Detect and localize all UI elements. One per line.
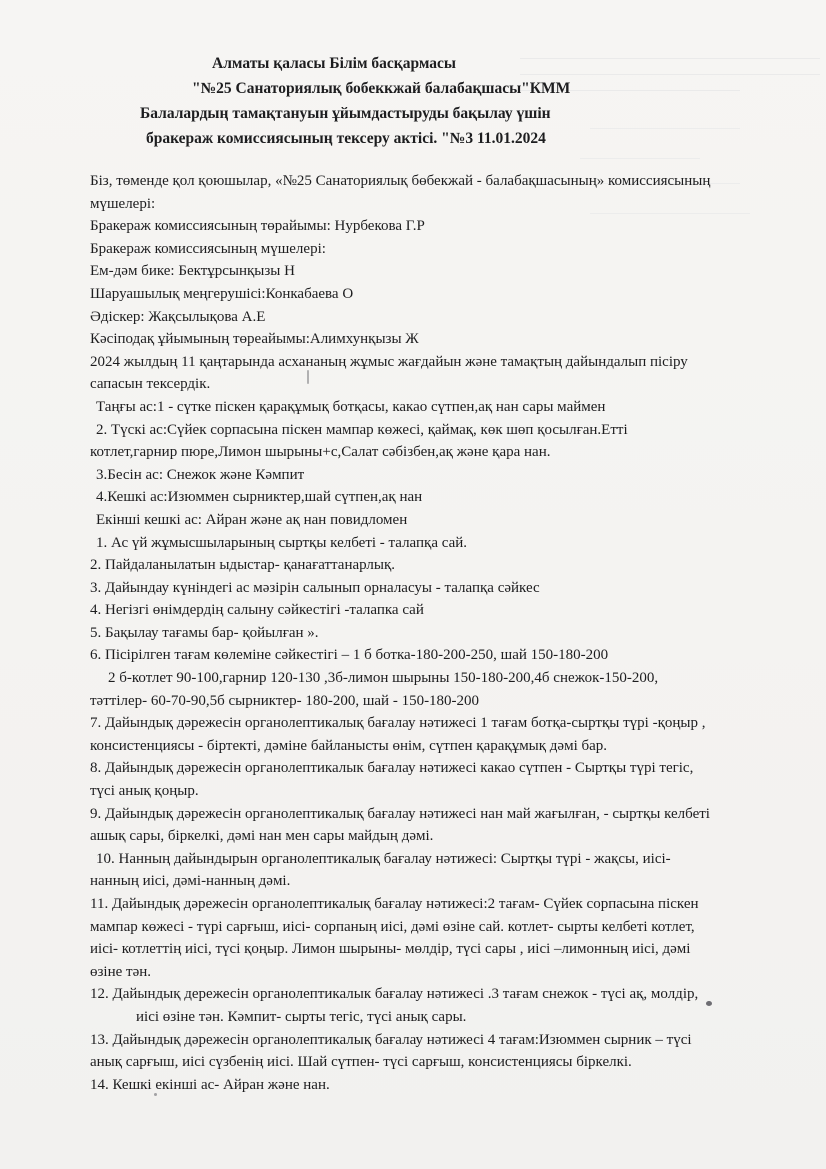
member-4: Кәсіподақ ұйымының төреайымы:Алимхунқызы Ж: [90, 331, 419, 348]
check-item-cont: иісі- котлеттің иісі, түсі қоңыр. Лимон шырыны- мөлдір, түсі сары , иісі –лимонның иісі, дәмі: [90, 941, 691, 958]
check-item: 7. Дайындық дәрежесін органолептикалық бағалау нәтижесі 1 тағам ботқа-сыртқы түрі -қоңыр ,: [90, 715, 706, 732]
meal-lunch: 2. Түскі ас:Сүйек сорпасына піскен мампар көжесі, қаймақ, көк шөп қосылған.Етті: [96, 421, 628, 438]
check-item-cont: консистенциясы - біртекті, дәміне байланысты өнім, сүтпен қарақұмық дәмі бар.: [90, 737, 608, 754]
check-item: 4. Негізгі өнімдердің салыну сәйкестігі -талапка сай: [90, 602, 424, 619]
meal-dinner: 4.Кешкі ас:Изюммен сырниктер,шай сүтпен,ақ нан: [96, 489, 423, 506]
scan-speck: [706, 1001, 712, 1006]
check-item: 3. Дайындау күніндегі ас мәзірін салынып орналасуы - талапқа сәйкес: [90, 579, 540, 596]
check-item: 1. Ас үй жұмысшыларының сыртқы келбеті - талапқа сай.: [96, 534, 468, 551]
header-line-4: бракераж комиссиясының тексеру актісі. "№3 11.01.2024: [146, 130, 546, 147]
check-item-cont: ашық сары, біркелкі, дәмі нан мен сары майдың дәмі.: [90, 828, 434, 845]
meal-lunch-cont: котлет,гарнир пюре,Лимон шырыны+с,Салат сәбізбен,ақ және қара нан.: [90, 444, 551, 461]
check-item-cont: мампар көжесі - түрі сарғыш, иісі- сорпаның иісі, дәмі өзіне сай. котлет- сырты келбеті котлет,: [90, 918, 695, 935]
intro-line: сапасын тексердік.: [90, 376, 211, 393]
header-line-3: Балалардың тамақтануын ұйымдастыруды бақылау үшін: [140, 105, 551, 122]
check-item: 10. Нанның дайындырын органолептикалық бағалау нәтижесі: Сыртқы түрі - жақсы, иісі-: [96, 850, 671, 867]
check-item-cont: анық сарғыш, иісі сүзбенің иісі. Шай сүтпен- түсі сарғыш, консистенциясы біркелкі.: [90, 1054, 632, 1071]
check-item-cont: 2 б-котлет 90-100,гарнир 120-130 ,3б-лимон шырыны 150-180-200,4б снежок-150-200,: [108, 670, 659, 687]
check-item: 11. Дайындық дәрежесін органолептикалық бағалау нәтижесі:2 тағам- Сүйек сорпасына піскен: [90, 896, 699, 912]
members-label: Бракераж комиссиясының мүшелері:: [90, 240, 326, 257]
check-item-cont: иісі өзіне тән. Кәмпит- сырты тегіс, түсі анық сары.: [136, 1008, 467, 1025]
body-line: мүшелері:: [90, 195, 156, 212]
body-line: Біз, төменде қол қоюшылар, «№25 Санаториялық бөбекжай - балабақшасының» комиссиясының: [90, 173, 711, 189]
check-item-cont: тәттілер- 60-70-90,5б сырниктер- 180-200, шай - 150-180-200: [90, 692, 480, 709]
header-line-2: "№25 Санаториялық бобеккжай балабақшасы"КММ: [192, 80, 571, 97]
meal-second-dinner: Екінші кешкі ас: Айран және ақ нан повидломен: [96, 511, 408, 528]
check-item: 8. Дайындық дәрежесін органолептикалык бағалау нәтижесі какао сүтпен - Сыртқы түрі тегіс,: [90, 760, 694, 777]
check-item: 2. Пайдаланылатын ыдыстар- қанағаттанарлық.: [90, 557, 396, 574]
header-line-1: Алматы қаласы Білім басқармасы: [212, 55, 457, 72]
check-item: 13. Дайындық дәрежесін органолептикалық бағалау нәтижесі 4 тағам:Изюммен сырник – түсі: [90, 1031, 692, 1048]
scan-speck: [154, 1093, 157, 1096]
check-item: 5. Бақылау тағамы бар- қойылған ».: [90, 624, 319, 641]
check-item: 12. Дайындық дережесін органолептикалык бағалау нәтижесі .3 тағам снежок - түсі ақ, молдір,: [90, 986, 699, 1003]
member-3: Әдіскер: Жақсылықова А.Е: [90, 308, 266, 325]
scan-mark: [307, 370, 309, 384]
check-item: 6. Пісірілген тағам көлеміне сәйкестігі – 1 б ботка-180-200-250, шай 150-180-200: [90, 647, 609, 664]
member-2: Шаруашылық меңгерушісі:Конкабаева О: [90, 285, 354, 302]
check-item-cont: түсі анық қоңыр.: [90, 783, 199, 800]
document-body: [90, 170, 795, 1096]
member-1: Ем-дәм бике: Бектұрсынқызы Н: [90, 263, 295, 280]
commission-chair: Бракераж комиссиясының төрайымы: Нурбекова Г.Р: [90, 218, 425, 235]
meal-breakfast: Таңғы ас:1 - сүтке піскен қарақұмық ботқасы, какао сүтпен,ақ нан сары маймен: [96, 398, 606, 415]
check-item-cont: өзіне тән.: [90, 963, 152, 980]
check-item-cont: нанның иісі, дәмі-нанның дәмі.: [90, 873, 291, 890]
intro-line: 2024 жылдың 11 қаңтарында асхананың жұмыс жағдайын және тамақтың дайындалып пісіру: [90, 353, 688, 370]
check-item: 9. Дайындық дәрежесін органолептикалық бағалау нәтижесі нан май жағылған, - сыртқы келбеті: [90, 805, 710, 822]
check-item: 14. Кешкі екінші ас- Айран және нан.: [90, 1076, 330, 1093]
meal-snack: 3.Бесін ас: Снежок және Кәмпит: [96, 466, 305, 483]
